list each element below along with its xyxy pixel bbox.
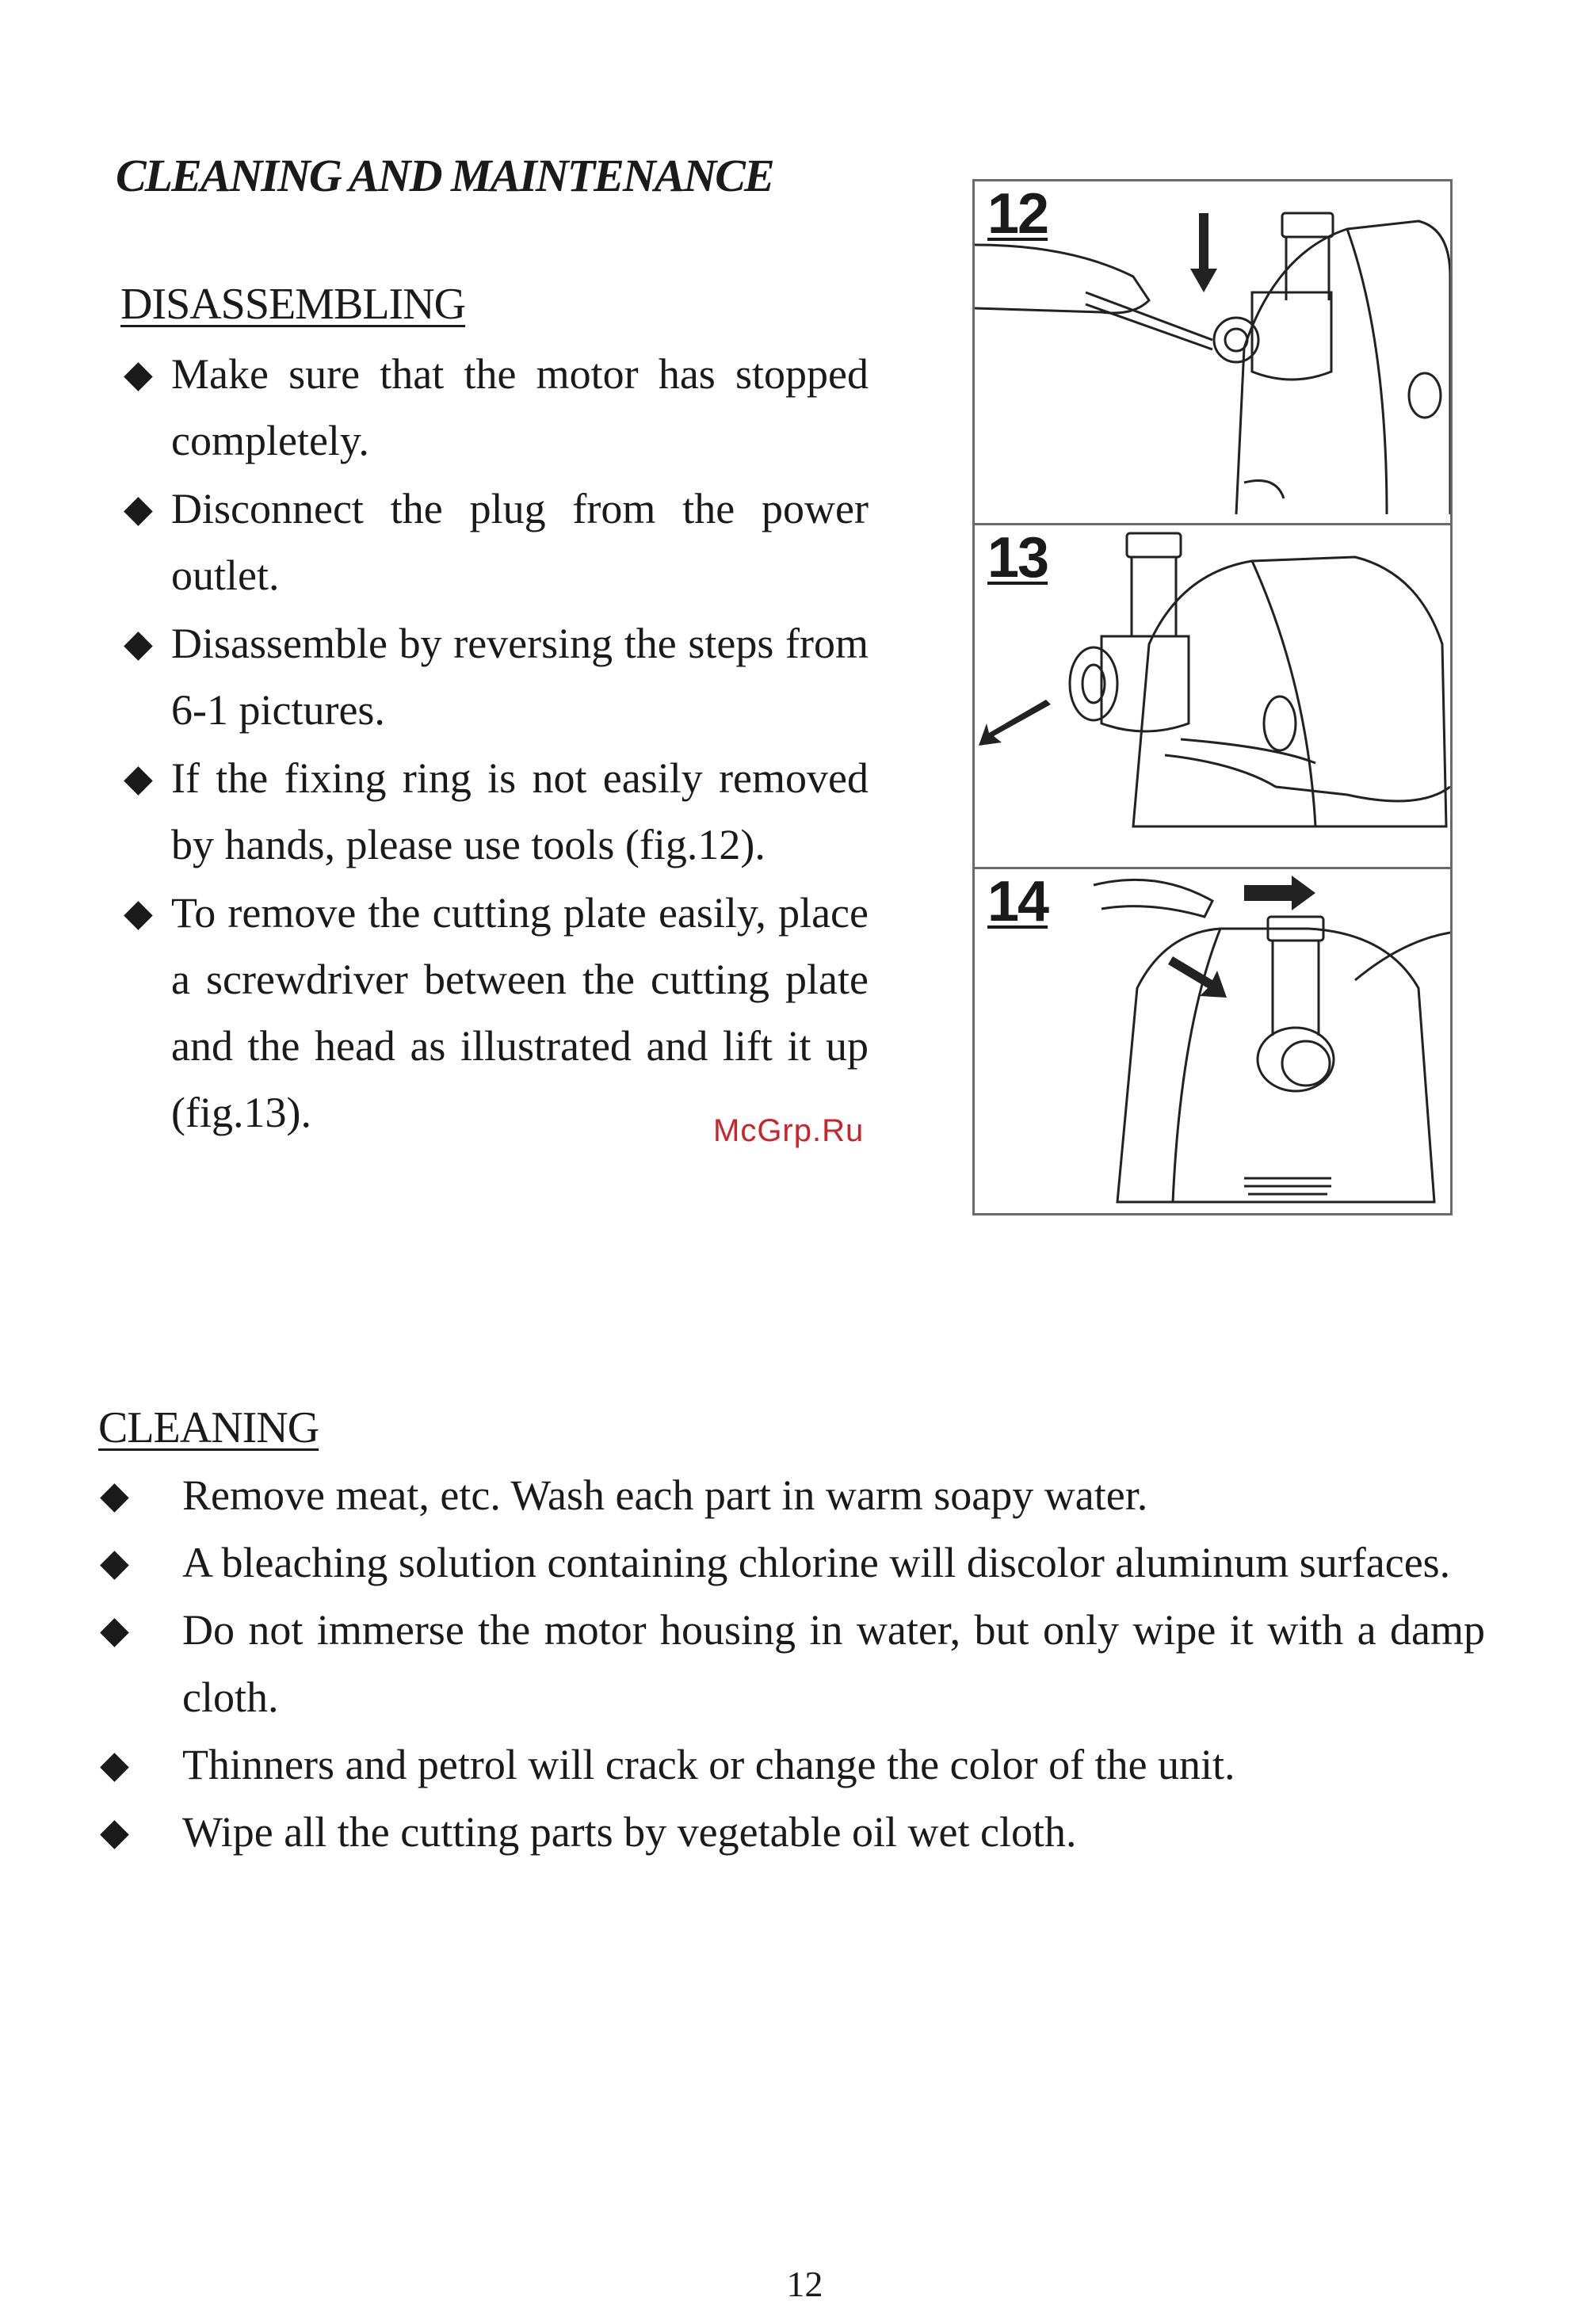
list-item: ◆ Make sure that the motor has stopped completely. <box>124 341 869 474</box>
cleaning-heading: CLEANING <box>98 1403 319 1452</box>
diamond-bullet-icon: ◆ <box>124 756 153 800</box>
list-item: ◆ Remove meat, etc. Wash each part in warm soapy water. <box>98 1462 1485 1529</box>
diamond-bullet-icon: ◆ <box>100 1473 129 1517</box>
disassembling-list <box>124 341 869 1147</box>
diamond-bullet-icon: ◆ <box>100 1810 129 1854</box>
disassembling-heading: DISASSEMBLING <box>120 280 466 329</box>
diamond-bullet-icon: ◆ <box>124 352 153 396</box>
figure-number: 14 <box>987 870 1048 933</box>
list-item: ◆ Do not immerse the motor housing in water, but only wipe it with a damp cloth. <box>98 1597 1485 1731</box>
diamond-bullet-icon: ◆ <box>124 487 153 531</box>
diamond-bullet-icon: ◆ <box>124 891 153 935</box>
figure-column <box>972 179 1453 1215</box>
figure-number: 13 <box>987 526 1048 590</box>
list-item: ◆ A bleaching solution containing chlorine will discolor aluminum surfaces. <box>98 1529 1485 1597</box>
figure-13 <box>975 525 1450 869</box>
list-item: ◆ Wipe all the cutting parts by vegetable oil wet cloth. <box>98 1799 1485 1866</box>
figure-number: 12 <box>987 182 1048 246</box>
diamond-bullet-icon: ◆ <box>100 1540 129 1585</box>
page-title: CLEANING AND MAINTENANCE <box>116 150 773 201</box>
diamond-bullet-icon: ◆ <box>100 1608 129 1652</box>
page-number-footer <box>0 2263 1573 2305</box>
list-item: ◆ To remove the cutting plate easily, place a screwdriver between the cutting plate and the head as illustrated and lift it up (fig.13). <box>124 880 869 1146</box>
list-item: ◆ If the fixing ring is not easily removed by hands, please use tools (fig.12). <box>124 745 869 878</box>
cleaning-list <box>98 1462 1485 1866</box>
page-number: 12 <box>786 2264 823 2304</box>
figure-12 <box>975 181 1450 525</box>
list-item: ◆ Thinners and petrol will crack or change the color of the unit. <box>98 1731 1485 1799</box>
list-item: ◆ Disassemble by reversing the steps from 6-1 pictures. <box>124 610 869 743</box>
diamond-bullet-icon: ◆ <box>124 621 153 666</box>
figure-14 <box>975 869 1450 1213</box>
diamond-bullet-icon: ◆ <box>100 1742 129 1787</box>
watermark: McGrp.Ru <box>713 1113 865 1148</box>
list-item: ◆ Disconnect the plug from the power outlet. <box>124 475 869 609</box>
